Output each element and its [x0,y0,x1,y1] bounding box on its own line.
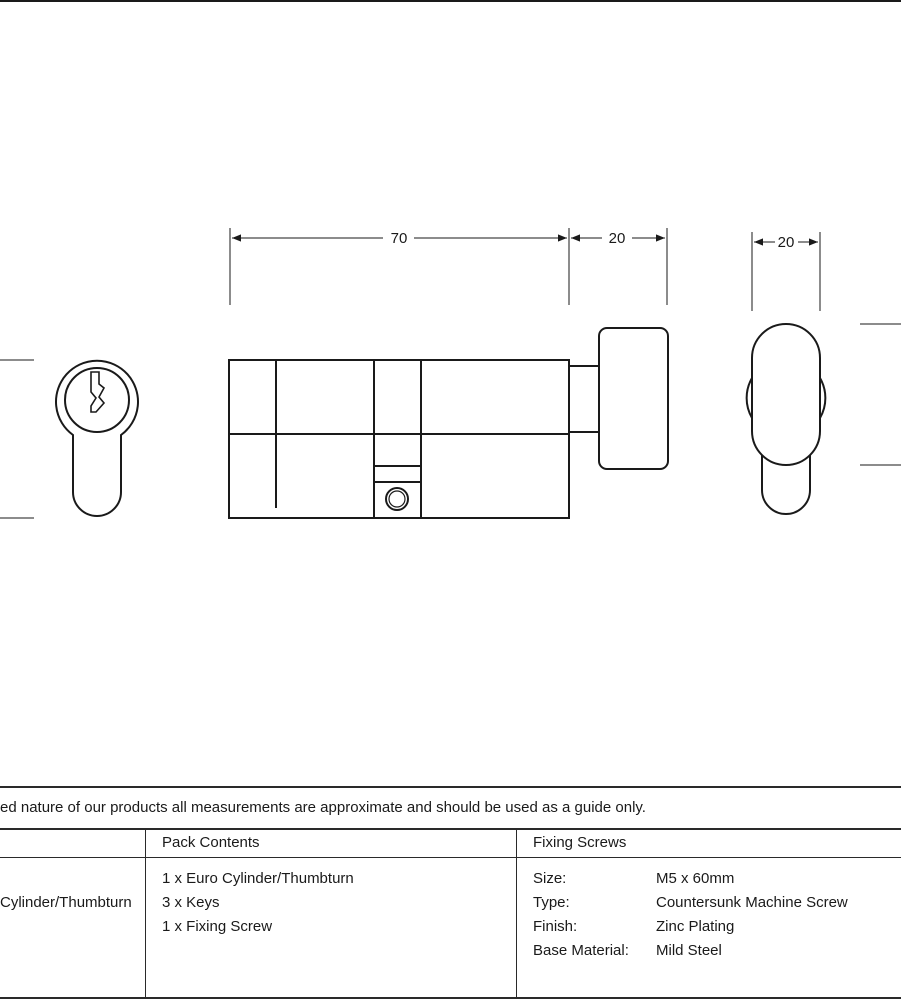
dimension-70-label: 70 [390,230,408,247]
spec-label: Base Material: [533,942,629,959]
cylinder-side-view [229,328,668,518]
fixing-screws-header: Fixing Screws [533,834,627,851]
dimension-20-label: 20 [608,230,626,247]
keyhole-end-view [0,360,138,518]
spec-value: Countersunk Machine Screw [656,894,848,911]
table-subheader-border [0,857,901,858]
pack-item: 1 x Fixing Screw [162,918,273,935]
table-header-border [0,828,901,830]
thumbturn [599,328,668,469]
spec-value: M5 x 60mm [656,870,735,887]
product-name-cell: Cylinder/Thumbturn [0,894,132,911]
pack-item: 3 x Keys [162,894,220,911]
disclaimer-text: ed nature of our products all measurements are approximate and should be used as a guide only. [0,799,646,816]
table-col-divider-1 [145,829,146,998]
thumbturn-face [752,324,820,465]
spec-value: Zinc Plating [656,918,735,935]
table-col-divider-2 [516,829,517,998]
pack-item: 1 x Euro Cylinder/Thumbturn [162,870,354,887]
spec-value: Mild Steel [656,942,722,959]
spec-label: Size: [533,870,567,887]
dimension-70 [230,228,667,305]
spec-label: Type: [533,894,570,911]
spec-label: Finish: [533,918,578,935]
table-bottom-border [0,997,901,999]
table-top-border [0,786,901,788]
pack-contents-header: Pack Contents [162,834,260,851]
dimension-20-width-label: 20 [777,234,795,251]
